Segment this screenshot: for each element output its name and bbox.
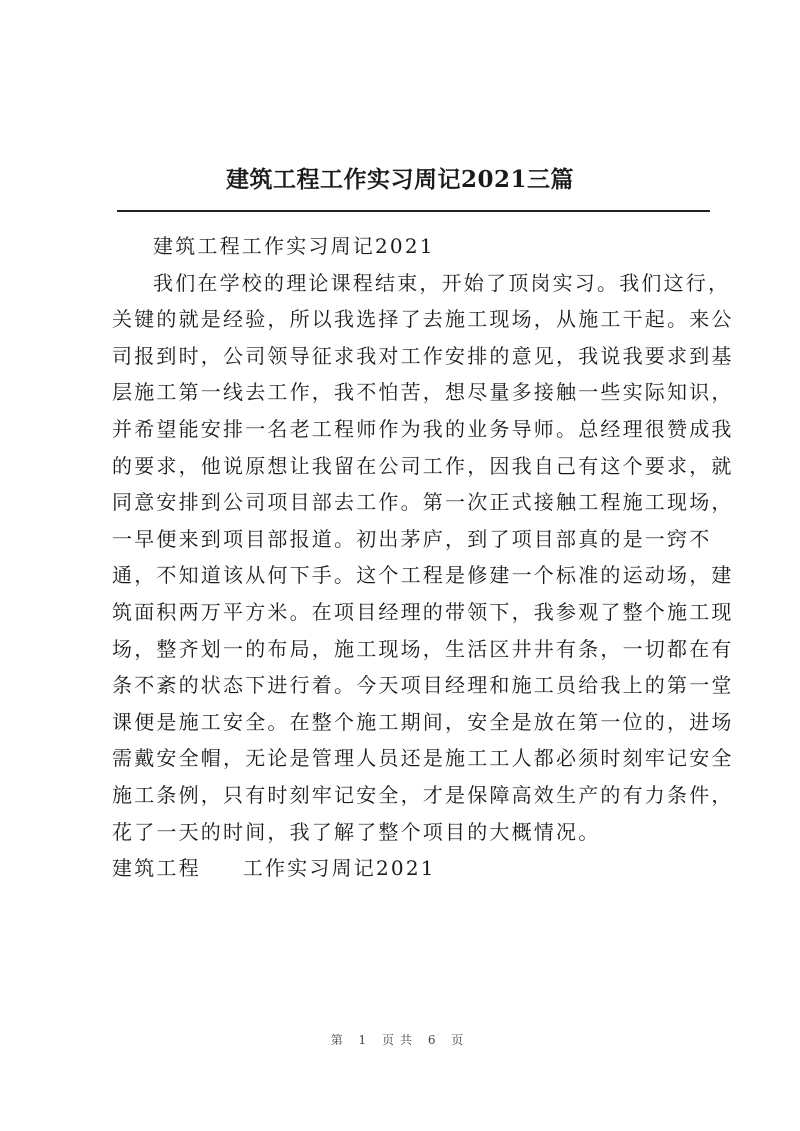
body-line: 关键的就是经验，所以我选择了去施工现场，从施工干起。来公 bbox=[112, 307, 734, 332]
body-line-with-heading bbox=[112, 850, 712, 887]
body-line: 建筑工程 bbox=[112, 856, 201, 881]
body-line: 我们在学校的理论课程结束，开始了顶岗实习。我们这行， bbox=[153, 270, 731, 295]
page-footer bbox=[0, 1030, 800, 1050]
section-heading-start: 工作实习周记2021 bbox=[242, 856, 436, 881]
body-line: 场，整齐划一的布局，施工现场，生活区井井有条，一切都在有 bbox=[112, 636, 734, 661]
body-line: 同意安排到公司项目部去工作。第一次正式接触工程施工现场， bbox=[112, 490, 734, 515]
document-title: 建筑工程工作实习周记2021三篇 bbox=[225, 166, 574, 193]
section-heading: 建筑工程工作实习周记2021 bbox=[153, 234, 435, 258]
body-line: 一早便来到项目部报道。初出茅庐，到了项目部真的是一窍不 bbox=[112, 526, 712, 551]
body-line: 并希望能安排一名老工程师作为我的业务导师。总经理很赞成我 bbox=[112, 416, 734, 441]
body-line: 花了一天的时间，我了解了整个项目的大概情况。 bbox=[112, 819, 601, 844]
body-line: 需戴安全帽，无论是管理人员还是施工工人都必须时刻牢记安全 bbox=[112, 746, 734, 771]
body-line: 通，不知道该从何下手。这个工程是修建一个标准的运动场，建 bbox=[112, 563, 734, 588]
body-line: 的要求，他说原想让我留在公司工作，因我自己有这个要求，就 bbox=[112, 453, 734, 478]
page-number: 第 1 页共 6 页 bbox=[330, 1033, 470, 1047]
body-line: 司报到时，公司领导征求我对工作安排的意见，我说我要求到基 bbox=[112, 343, 734, 368]
body-line: 条不紊的状态下进行着。今天项目经理和施工员给我上的第一堂 bbox=[112, 673, 734, 698]
body-line: 层施工第一线去工作，我不怕苦，想尽量多接触一些实际知识， bbox=[112, 380, 734, 405]
body-line: 课便是施工安全。在整个施工期间，安全是放在第一位的，进场 bbox=[112, 709, 734, 734]
document-body bbox=[112, 228, 734, 887]
body-line: 筑面积两万平方米。在项目经理的带领下，我参观了整个施工现 bbox=[112, 599, 734, 624]
body-line: 施工条例，只有时刻牢记安全，才是保障高效生产的有力条件， bbox=[112, 782, 734, 807]
title-divider bbox=[117, 210, 710, 212]
